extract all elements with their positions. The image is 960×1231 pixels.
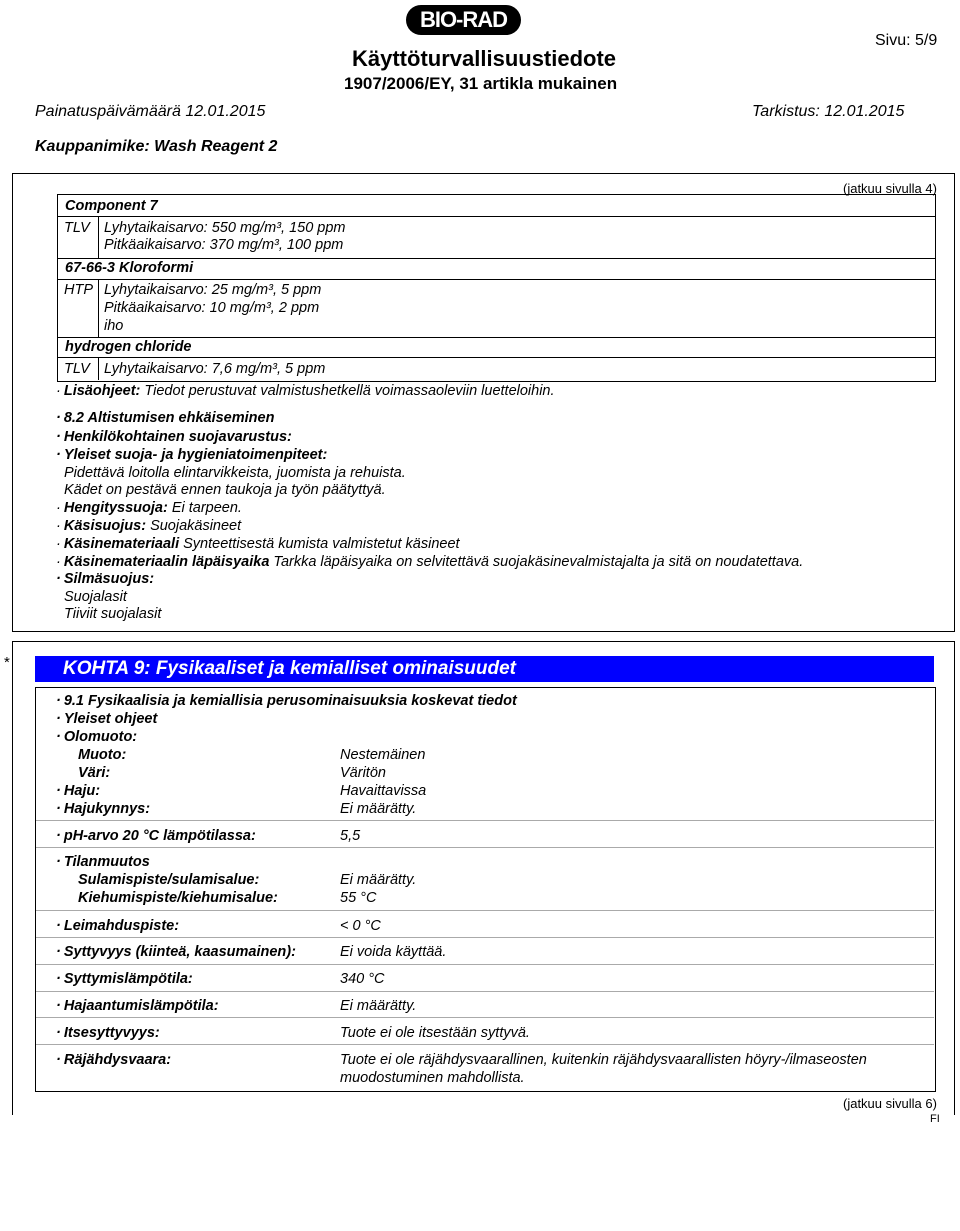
decomposition-label: · Hajaantumislämpötila: [56,998,219,1014]
row-divider [36,910,934,911]
appearance-heading: · Olomuoto: [56,729,138,745]
hcl-short-term: Lyhytaikaisarvo: 7,6 mg/m³, 5 ppm [104,361,326,377]
row-divider [36,1017,934,1018]
right-rule [954,173,955,631]
form-value: Nestemäinen [340,747,426,763]
row-divider [36,964,934,965]
continued-from: (jatkuu sivulla 4) [843,181,937,196]
eye-protection-line-1: Suojalasit [64,589,127,605]
row-divider [36,820,934,821]
row-divider [36,847,934,848]
chloroform-type: HTP [64,282,93,298]
revision-marker: * [4,654,10,671]
table-divider [57,258,935,259]
row-divider [36,937,934,938]
flash-point-label: · Leimahduspiste: [56,918,180,934]
general-info: · Yleiset ohjeet [56,711,158,727]
ignition-temp-value: 340 °C [340,971,385,987]
ph-label: · pH-arvo 20 °C lämpötilassa: [56,828,256,844]
left-rule [12,173,13,631]
table-divider [57,216,935,217]
language-code: FI [930,1113,940,1125]
component-7-name: Component 7 [65,198,158,214]
component-7-short-term: Lyhytaikaisarvo: 550 mg/m³, 150 ppm [104,220,346,236]
eye-protection-heading: · Silmäsuojus: [56,571,155,587]
odor-value: Havaittavissa [340,783,427,799]
hygiene-line-2: Kädet on pestävä ennen taukoja ja työn päätyttyä. [64,482,386,498]
table-divider [57,357,935,358]
table-col-divider [98,216,99,258]
respiratory-protection: · Hengityssuoja: Ei tarpeen. [56,500,242,516]
bio-rad-logo: BIO-RAD [406,5,521,35]
top-rule [12,173,955,174]
color-value: Väritön [340,765,386,781]
self-ignition-label: · Itsesyttyvyys: [56,1025,160,1041]
melting-value: Ei määrätty. [340,872,417,888]
self-ignition-value: Tuote ei ole itsestään syttyvä. [340,1025,530,1041]
ignition-temp-label: · Syttymislämpötila: [56,971,193,987]
section9-right-rule [954,641,955,1115]
glove-permeation: · Käsinemateriaalin läpäisyaika Tarkka läpäisyaika on selvitettävä suojakäsinevalmistajalta ja sitä on noudatettava. [56,554,804,570]
explosion-line-2: muodostuminen mahdollista. [340,1070,525,1086]
boiling-label: Kiehumispiste/kiehumisalue: [78,890,278,906]
hygiene-line-1: Pidettävä loitolla elintarvikkeista, juomista ja rehuista. [64,465,406,481]
section8-bottom-rule [12,631,955,632]
table-col-divider [98,357,99,380]
row-divider [36,1044,934,1045]
product-name: Kauppanimike: Wash Reagent 2 [35,138,278,155]
revision-date: Tarkistus: 12.01.2015 [752,103,905,120]
section-8-2-heading: · 8.2 Altistumisen ehkäiseminen [56,410,275,426]
section-9-1-heading: · 9.1 Fysikaalisia ja kemiallisia perusominaisuuksia koskevat tiedot [56,693,517,709]
odor-label: · Haju: [56,783,101,799]
eye-protection-line-2: Tiiviit suojalasit [64,606,162,622]
ph-value: 5,5 [340,828,361,844]
state-change-heading: · Tilanmuutos [56,854,150,870]
hygiene-heading: · Yleiset suoja- ja hygieniatoimenpiteet: [56,447,328,463]
chloroform-name: 67-66-3 Kloroformi [65,260,194,276]
component-7-type: TLV [64,220,90,236]
explosion-label: · Räjähdysvaara: [56,1052,172,1068]
flammability-value: Ei voida käyttää. [340,944,447,960]
hcl-name: hydrogen chloride [65,339,192,355]
row-divider [36,991,934,992]
additional-label: Lisäohjeet: [63,383,141,399]
odor-threshold-label: · Hajukynnys: [56,801,151,817]
ppe-heading: · Henkilökohtainen suojavarustus: [56,429,292,445]
color-label: Väri: [78,765,111,781]
document-title: Käyttöturvallisuustiedote [352,46,617,71]
odor-threshold-value: Ei määrätty. [340,801,417,817]
melting-label: Sulamispiste/sulamisalue: [78,872,260,888]
hand-protection: · Käsisuojus: Suojakäsineet [56,518,242,534]
print-date: Painatuspäivämäärä 12.01.2015 [35,103,266,120]
additional-info: · Lisäohjeet: Tiedot perustuvat valmistushetkellä voimassaoleviin luetteloihin. [56,383,555,399]
component-7-long-term: Pitkäaikaisarvo: 370 mg/m³, 100 ppm [104,237,344,253]
flammability-label: · Syttyvyys (kiinteä, kaasumainen): [56,944,296,960]
page-number: Sivu: 5/9 [875,32,938,49]
document-subtitle: 1907/2006/EY, 31 artikla mukainen [344,74,618,93]
continued-to: (jatkuu sivulla 6) [843,1096,937,1111]
section-9-heading: KOHTA 9: Fysikaaliset ja kemialliset ominaisuudet [35,656,934,682]
hcl-type: TLV [64,361,90,377]
table-divider [57,279,935,280]
decomposition-value: Ei määrätty. [340,998,417,1014]
section9-left-rule [12,641,13,1115]
additional-text: Tiedot perustuvat valmistushetkellä voimassaoleviin luetteloihin. [144,383,555,399]
explosion-line-1: Tuote ei ole räjähdysvaarallinen, kuitenkin räjähdysvaarallisten höyry-/ilmaseosten [340,1052,867,1068]
table-divider [57,337,935,338]
chloroform-skin: iho [104,318,124,334]
chloroform-long-term: Pitkäaikaisarvo: 10 mg/m³, 2 ppm [104,300,320,316]
flash-point-value: < 0 °C [340,918,381,934]
chloroform-short-term: Lyhytaikaisarvo: 25 mg/m³, 5 ppm [104,282,322,298]
section9-top-rule [12,641,955,642]
boiling-value: 55 °C [340,890,377,906]
table-col-divider [98,279,99,337]
glove-material: · Käsinemateriaali Synteettisestä kumista valmistetut käsineet [56,536,460,552]
form-label: Muoto: [78,747,127,763]
